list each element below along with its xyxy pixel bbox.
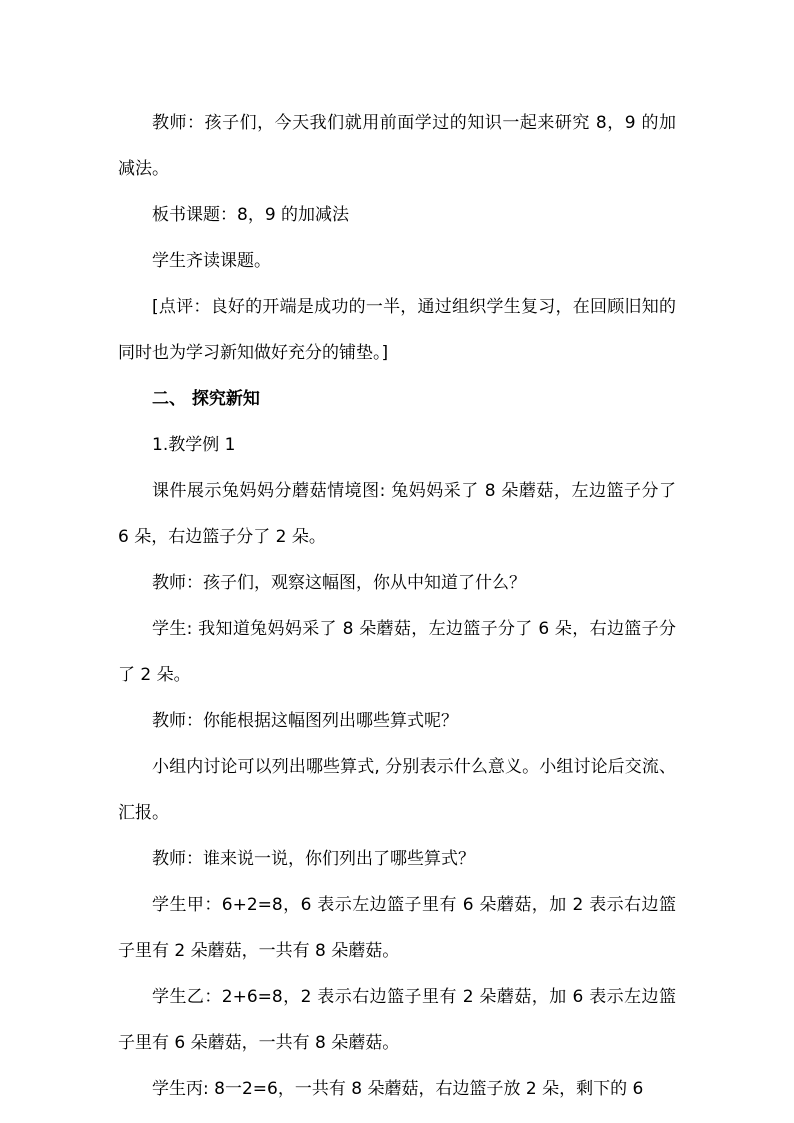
- paragraph-student-c: 学生丙: 8一2=6，一共有 8 朵蘑菇，右边篮子放 2 朵，剩下的 6: [152, 1079, 644, 1099]
- paragraph-courseware: 课件展示兔妈妈分蘑菇情境图: 兔妈妈采了 8 朵蘑菇，左边篮子分了 6 朵，右边篮子分了 2 朵。: [118, 481, 676, 547]
- paragraph-student-b: 学生乙：2+6=8，2 表示右边篮子里有 2 朵蘑菇，加 6 表示左边篮子里有 6 朵蘑菇，一共有 8 朵蘑菇。: [118, 987, 676, 1053]
- paragraph-group-discuss: 小组内讨论可以列出哪些算式, 分别表示什么意义。小组讨论后交流、汇报。: [118, 757, 676, 823]
- document-body: [118, 100, 676, 1112]
- paragraph-comment: [点评：良好的开端是成功的一半，通过组织学生复习，在回顾旧知的同时也为学习新知做好充分的铺垫。]: [118, 297, 676, 363]
- paragraph-student-a: 学生甲：6+2=8，6 表示左边篮子里有 6 朵蘑菇，加 2 表示右边篮子里有 2 朵蘑菇，一共有 8 朵蘑菇。: [118, 895, 676, 961]
- paragraph-teacher-who: 教师：谁来说一说，你们列出了哪些算式？: [152, 849, 475, 869]
- paragraph-example-1: 1.教学例 1: [152, 435, 236, 455]
- paragraph-students-read: 学生齐读课题。: [152, 251, 271, 271]
- paragraph-teacher-observe: 教师：孩子们，观察这幅图，你从中知道了什么？: [152, 573, 526, 593]
- paragraph-teacher-intro: 教师：孩子们，今天我们就用前面学过的知识一起来研究 8，9 的加减法。: [118, 113, 676, 179]
- paragraph-teacher-formula: 教师：你能根据这幅图列出哪些算式呢？: [152, 711, 458, 731]
- paragraph-board-title: 板书课题：8，9 的加减法: [152, 205, 350, 225]
- section-heading: 二、 探究新知: [152, 389, 260, 409]
- paragraph-student-answer: 学生: 我知道兔妈妈采了 8 朵蘑菇，左边篮子分了 6 朵，右边篮子分了 2 朵。: [118, 619, 676, 685]
